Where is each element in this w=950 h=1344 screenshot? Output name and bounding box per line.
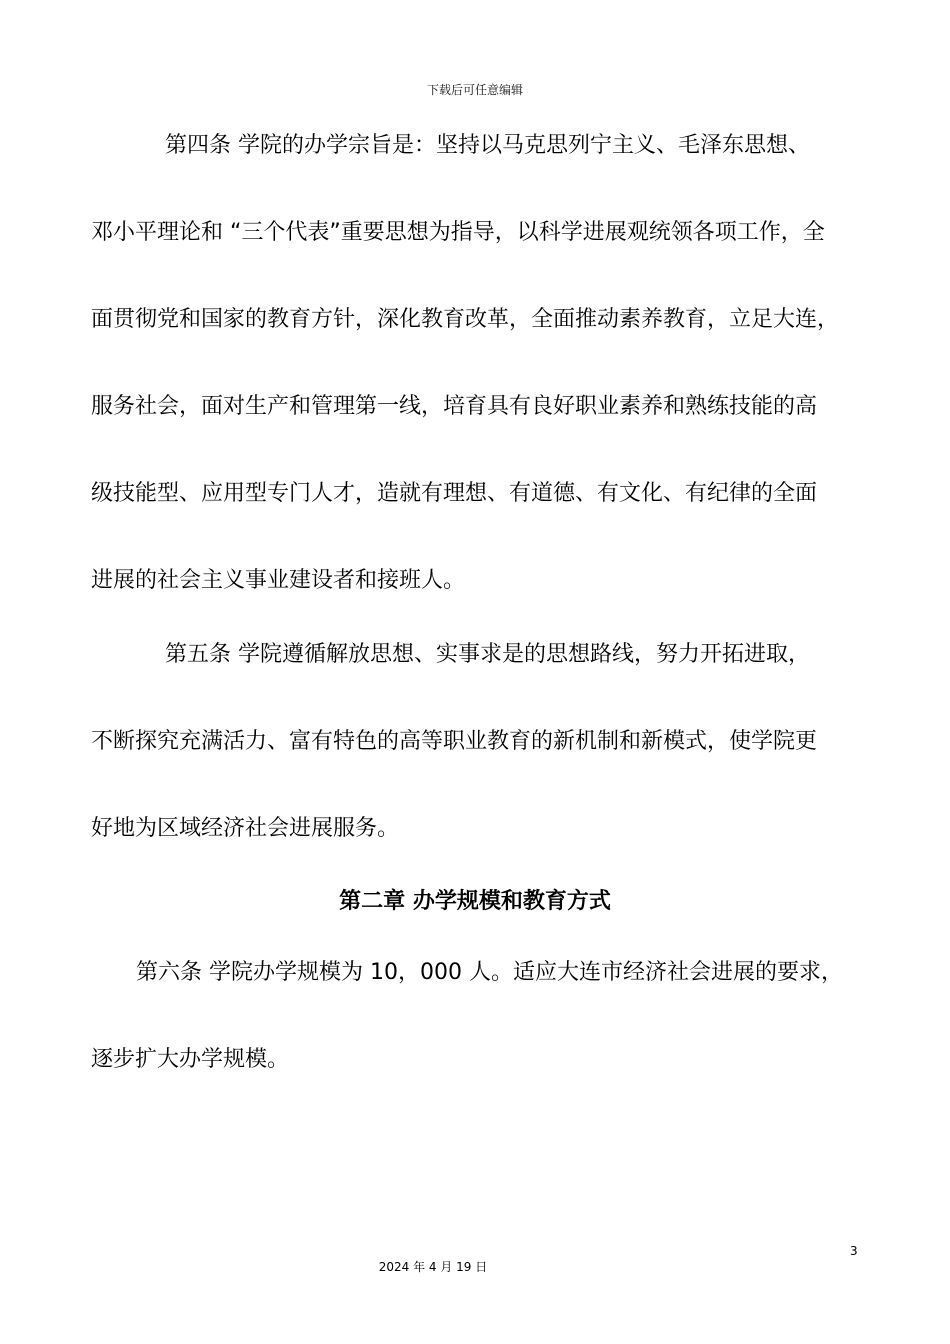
article-5-line-1: 第五条 学院遵循解放思想、实事求是的思想路线，努力开拓进取， — [165, 642, 810, 667]
article-5-line-3: 好地为区域经济社会进展服务。 — [91, 816, 400, 841]
article-5-line-2: 不断探究充满活力、富有特色的高等职业教育的新机制和新模式，使学院更 — [91, 729, 818, 754]
article-6-line-1: 第六条 学院办学规模为 10，000 人。适应大连市经济社会进展的要求， — [136, 960, 843, 985]
article-4-line-5: 级技能型、应用型专门人才，造就有理想、有道德、有文化、有纪律的全面 — [91, 481, 818, 506]
article-4-line-1: 第四条 学院的办学宗旨是：坚持以马克思列宁主义、毛泽东思想、 — [165, 133, 810, 158]
page-date: 2024 年 4 月 19 日 — [378, 1260, 488, 1274]
chapter-2-title: 第二章 办学规模和教育方式 — [339, 889, 611, 914]
page-number: 3 — [850, 1244, 858, 1258]
article-6-line-2: 逐步扩大办学规模。 — [91, 1047, 290, 1072]
page-header-note: 下载后可任意编辑 — [426, 83, 523, 97]
article-4-line-2: 邓小平理论和 “三个代表”重要思想为指导，以科学进展观统领各项工作，全 — [91, 220, 825, 245]
article-4-line-4: 服务社会，面对生产和管理第一线，培育具有良好职业素养和熟练技能的高 — [91, 394, 818, 419]
article-4-line-6: 进展的社会主义事业建设者和接班人。 — [91, 568, 466, 593]
article-4-line-3: 面贯彻党和国家的教育方针，深化教育改革，全面推动素养教育，立足大连， — [91, 307, 840, 332]
